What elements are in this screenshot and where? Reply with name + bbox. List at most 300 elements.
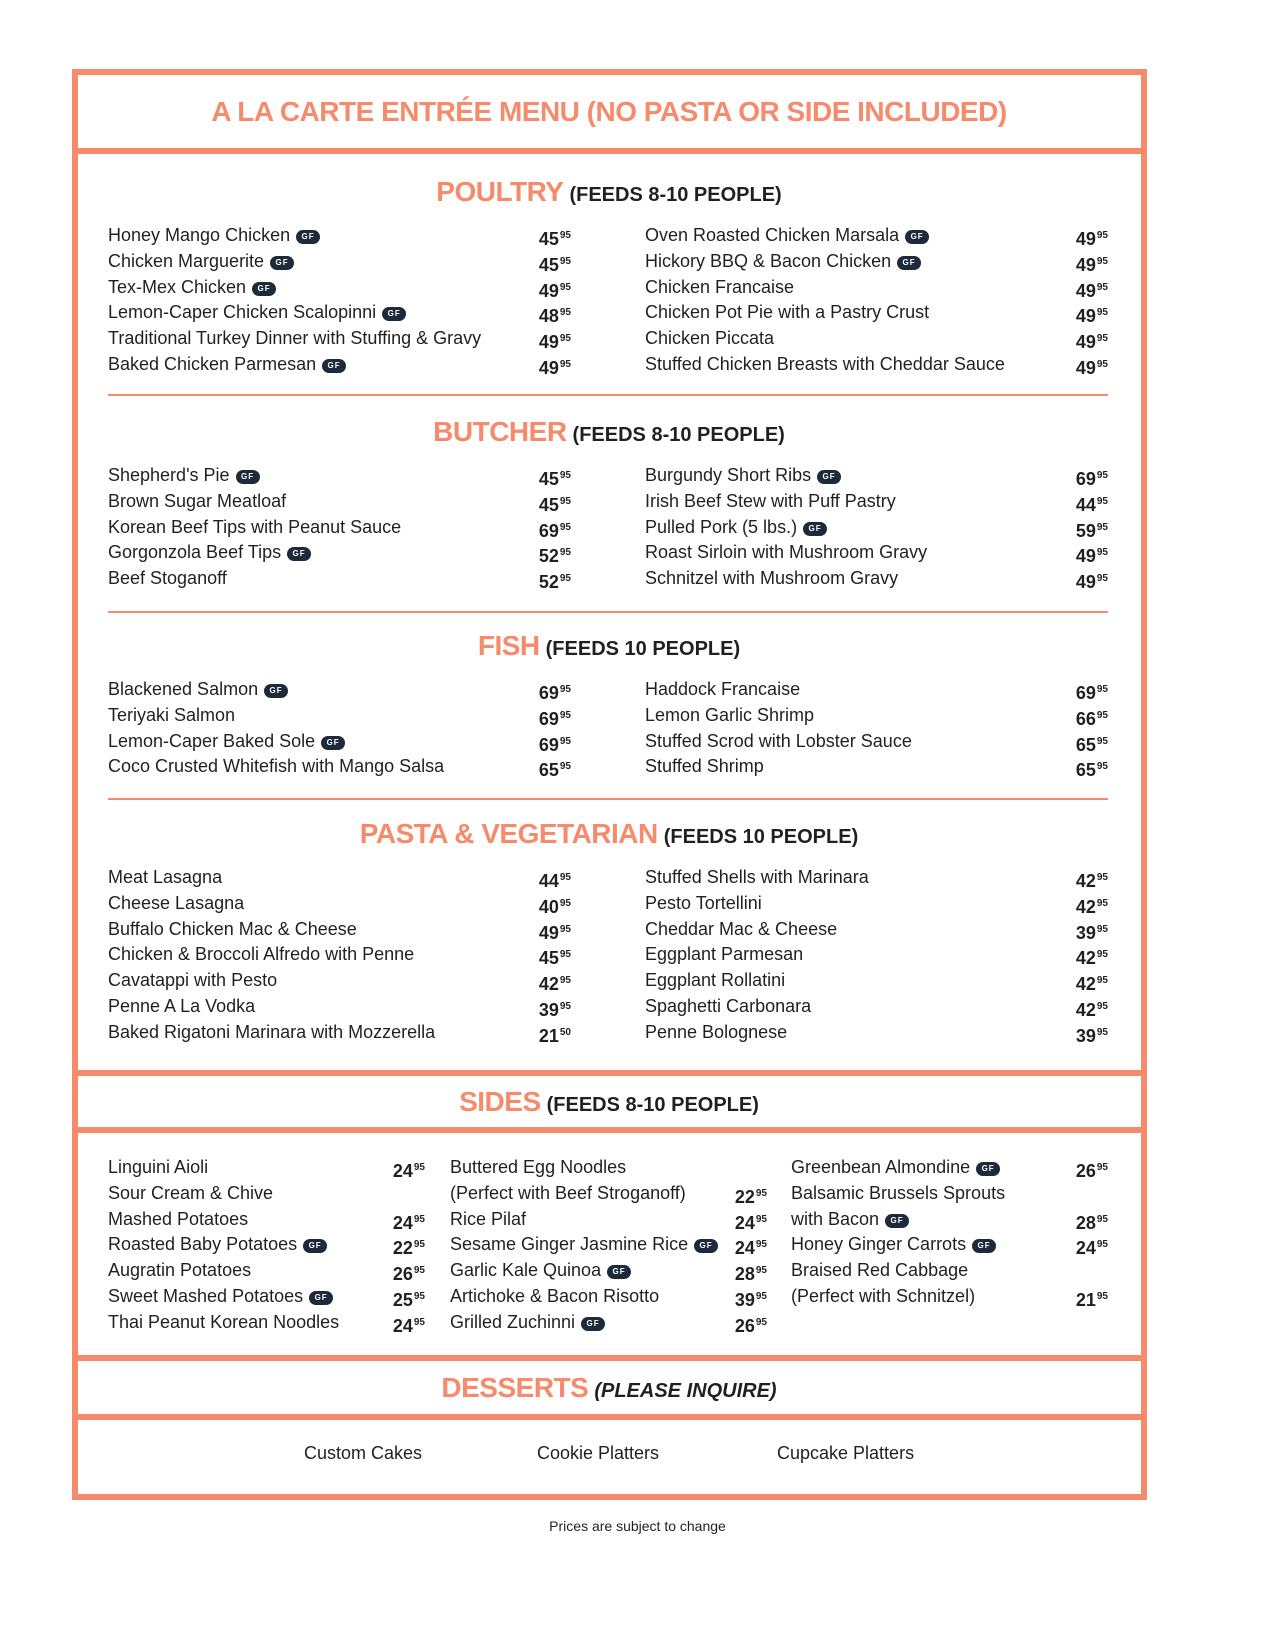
item-name-text: Brown Sugar Meatloaf: [108, 490, 287, 511]
item-name: [108, 917, 357, 943]
menu-item: [450, 1181, 767, 1207]
item-name-text: Honey Ginger Carrots: [791, 1234, 967, 1255]
section-heading: [72, 176, 1146, 208]
section-heading: [72, 818, 1146, 850]
gluten-free-badge-icon: GF: [972, 1239, 996, 1253]
price-cents: 95: [413, 1316, 425, 1328]
section-title: POULTRY: [436, 176, 564, 207]
item-price: [539, 352, 571, 382]
item-name: [108, 1284, 333, 1310]
item-name: [108, 275, 276, 301]
item-name: [645, 917, 837, 943]
item-name-text: (Perfect with Schnitzel): [791, 1285, 976, 1306]
menu-item: [645, 1020, 1108, 1046]
menu-column: [108, 677, 571, 780]
item-price: [393, 1310, 425, 1340]
item-name-text: Chicken & Broccoli Alfredo with Penne: [108, 944, 415, 965]
price-cents: 95: [559, 307, 571, 319]
section-heading: [72, 630, 1146, 662]
item-name-text: Tex-Mex Chicken: [108, 276, 247, 297]
item-name-text: Artichoke & Bacon Risotto: [450, 1285, 660, 1306]
gluten-free-badge-icon: GF: [287, 547, 311, 561]
menu-item: [645, 223, 1108, 249]
item-name: [108, 1155, 208, 1181]
price-cents: 95: [1096, 1162, 1108, 1173]
item-name: [108, 865, 222, 891]
price-dollars: 45: [538, 948, 559, 969]
item-name: [108, 326, 481, 352]
item-price: [1076, 754, 1108, 784]
price-cents: 95: [755, 1316, 767, 1328]
menu-item: [108, 300, 571, 326]
menu-column: [645, 677, 1108, 780]
section-subtitle: (FEEDS 10 PEOPLE): [545, 638, 741, 660]
price-dollars: 65: [1075, 760, 1096, 781]
item-name-text: Augratin Potatoes: [108, 1260, 252, 1281]
gluten-free-badge-icon: GF: [309, 1291, 333, 1305]
item-name-text: Burgundy Short Ribs: [645, 465, 812, 485]
price-cents: 95: [559, 547, 571, 559]
price-dollars: 21: [538, 1025, 559, 1046]
menu-item: [450, 1232, 767, 1258]
item-name: [645, 326, 774, 352]
menu-item: [645, 352, 1108, 378]
item-name: [450, 1232, 718, 1258]
price-dollars: 28: [1075, 1212, 1096, 1233]
item-name: [645, 566, 898, 592]
section-heading: [72, 416, 1146, 448]
price-dollars: 42: [1075, 948, 1096, 969]
item-name-text: Linguini Aioli: [108, 1157, 209, 1177]
menu-item: [645, 677, 1108, 703]
price-dollars: 24: [1075, 1238, 1096, 1259]
menu-item: [645, 249, 1108, 275]
item-name-text: Spaghetti Carbonara: [645, 995, 812, 1016]
menu-item: [108, 1020, 571, 1046]
menu-item: [645, 917, 1108, 943]
item-name: [791, 1284, 975, 1310]
item-name-text: Chicken Piccata: [645, 328, 775, 349]
section-subtitle: (FEEDS 10 PEOPLE): [663, 826, 859, 848]
item-name-text: Stuffed Shrimp: [645, 756, 764, 777]
item-name-text: Cavatappi with Pesto: [108, 970, 278, 991]
menu-title-bar: [72, 96, 1146, 128]
price-dollars: 52: [538, 572, 559, 593]
item-price: [539, 754, 571, 784]
menu-column: [108, 865, 571, 1046]
item-name: [645, 352, 1005, 378]
item-name: [645, 275, 794, 301]
item-name: [645, 968, 785, 994]
item-name: [645, 300, 929, 326]
item-name: [645, 223, 929, 249]
menu-item: [791, 1284, 1108, 1310]
item-name-text: Pesto Tortellini: [645, 892, 762, 913]
menu-item: [108, 703, 571, 729]
price-cents: 95: [1096, 307, 1108, 319]
item-name-text: Gorgonzola Beef Tips: [108, 542, 282, 563]
menu-title: A LA CARTE ENTRÉE MENU (NO PASTA OR SIDE INCLUDED): [211, 96, 1007, 127]
price-cents: 95: [559, 897, 571, 909]
menu-item: [645, 463, 1108, 489]
menu-item: [450, 1258, 767, 1284]
price-dollars: 49: [1075, 332, 1096, 353]
menu-item: [645, 566, 1108, 592]
item-name-text: Chicken Marguerite: [108, 250, 265, 271]
item-name-text: Lemon Garlic Shrimp: [645, 704, 815, 725]
item-name-text: Schnitzel with Mushroom Gravy: [645, 568, 899, 589]
price-cents: 95: [1096, 358, 1108, 370]
gluten-free-badge-icon: GF: [694, 1239, 718, 1253]
price-dollars: 49: [1075, 572, 1096, 593]
price-dollars: 24: [392, 1315, 413, 1336]
price-cents: 95: [413, 1265, 425, 1277]
item-name-text: Honey Mango Chicken: [108, 225, 291, 245]
price-cents: 95: [1096, 1000, 1108, 1012]
price-dollars: 49: [1075, 280, 1096, 301]
divider: [72, 1070, 1146, 1076]
price-cents: 95: [559, 573, 571, 585]
item-name-text: Chicken Pot Pie with a Pastry Crust: [645, 302, 930, 323]
price-dollars: 69: [1075, 683, 1096, 703]
item-name-text: (Perfect with Beef Stroganoff): [450, 1182, 686, 1203]
item-name: [645, 540, 927, 566]
item-name-text: Rice Pilaf: [450, 1208, 527, 1229]
price-cents: 95: [1096, 1239, 1108, 1251]
section-title: BUTCHER: [433, 416, 567, 447]
price-cents: 95: [755, 1265, 767, 1277]
item-name: [108, 1232, 327, 1258]
price-cents: 95: [559, 281, 571, 293]
price-cents: 95: [559, 684, 571, 695]
item-name: [108, 463, 260, 489]
item-name-text: Sweet Mashed Potatoes: [108, 1285, 304, 1306]
item-name: [108, 942, 414, 968]
price-dollars: 49: [538, 357, 559, 378]
menu-item: [645, 891, 1108, 917]
price-cents: 95: [1096, 495, 1108, 507]
price-cents: 95: [559, 709, 571, 721]
price-dollars: 49: [1075, 254, 1096, 275]
price-cents: 95: [1096, 872, 1108, 883]
dessert-item: Custom Cakes: [304, 1443, 423, 1463]
item-name: [108, 223, 320, 249]
price-dollars: 69: [538, 708, 559, 729]
price-cents: 95: [1096, 333, 1108, 345]
menu-column: [108, 223, 571, 378]
price-cents: 95: [413, 1290, 425, 1302]
item-name: [108, 1020, 435, 1046]
item-name: [108, 1207, 248, 1233]
menu-item: [645, 515, 1108, 541]
item-price: [1076, 566, 1108, 596]
price-dollars: 52: [538, 546, 559, 567]
item-name: [645, 515, 827, 541]
divider: [72, 1414, 1146, 1420]
price-cents: 95: [1096, 521, 1108, 533]
price-dollars: 69: [1075, 469, 1096, 489]
item-name-text: Eggplant Rollatini: [645, 970, 786, 991]
price-cents: 95: [1096, 470, 1108, 481]
menu-item: [645, 968, 1108, 994]
menu-item: [108, 489, 571, 515]
gluten-free-badge-icon: GF: [296, 230, 320, 244]
item-name: [108, 729, 345, 755]
section-title: PASTA & VEGETARIAN: [359, 818, 658, 849]
item-price: [539, 1020, 571, 1050]
menu-item: [645, 942, 1108, 968]
item-name-text: Korean Beef Tips with Peanut Sauce: [108, 516, 402, 537]
price-dollars: 24: [734, 1212, 755, 1233]
item-name-text: with Bacon: [791, 1208, 880, 1229]
item-name: [645, 865, 869, 891]
price-cents: 95: [559, 872, 571, 883]
price-dollars: 42: [538, 974, 559, 995]
menu-item: [645, 729, 1108, 755]
menu-item: [108, 1310, 425, 1336]
footer-note: Prices are subject to change: [549, 1518, 726, 1534]
item-name-text: Stuffed Chicken Breasts with Cheddar Sauce: [645, 353, 1005, 374]
price-cents: 95: [1096, 1026, 1108, 1038]
price-dollars: 40: [538, 896, 559, 917]
menu-item: [108, 891, 571, 917]
menu-item: [108, 968, 571, 994]
gluten-free-badge-icon: GF: [252, 282, 276, 296]
price-cents: 95: [1096, 573, 1108, 585]
price-dollars: 26: [734, 1315, 755, 1336]
price-dollars: 45: [538, 469, 559, 489]
section-subtitle: (FEEDS 8-10 PEOPLE): [569, 184, 782, 206]
gluten-free-badge-icon: GF: [607, 1265, 631, 1279]
item-name-text: Baked Rigatoni Marinara with Mozzerella: [108, 1021, 436, 1042]
section-divider: [108, 798, 1108, 800]
gluten-free-badge-icon: GF: [905, 230, 929, 244]
menu-column: [108, 463, 571, 592]
price-dollars: 69: [538, 683, 559, 703]
price-cents: 95: [1096, 897, 1108, 909]
menu-item: [108, 917, 571, 943]
item-name: [108, 249, 294, 275]
price-cents: 95: [559, 761, 571, 773]
price-dollars: 39: [1075, 922, 1096, 943]
dessert-item: Cupcake Platters: [777, 1443, 915, 1463]
price-dollars: 49: [1075, 357, 1096, 378]
menu-item: [645, 703, 1108, 729]
item-name: [645, 489, 896, 515]
price-cents: 95: [1096, 923, 1108, 935]
menu-item: [450, 1155, 767, 1181]
price-dollars: 22: [734, 1186, 755, 1207]
sides-heading: [72, 1086, 1146, 1118]
item-name: [645, 891, 762, 917]
desserts-title: DESSERTS: [441, 1372, 589, 1403]
menu-item: [645, 865, 1108, 891]
price-cents: 95: [1096, 281, 1108, 293]
menu-item: [108, 865, 571, 891]
item-name-text: Balsamic Brussels Sprouts: [791, 1182, 1006, 1203]
item-name-text: Baked Chicken Parmesan: [108, 353, 317, 374]
price-dollars: 26: [1075, 1161, 1096, 1181]
menu-item: [108, 566, 571, 592]
price-cents: 95: [1096, 709, 1108, 721]
item-price: [735, 1310, 767, 1340]
item-name: [791, 1232, 996, 1258]
item-name: [450, 1258, 631, 1284]
price-cents: 95: [1096, 230, 1108, 241]
menu-item: [645, 326, 1108, 352]
price-dollars: 42: [1075, 896, 1096, 917]
item-name-text: Lemon-Caper Chicken Scalopinni: [108, 302, 377, 323]
desserts-heading: [72, 1372, 1146, 1404]
gluten-free-badge-icon: GF: [897, 256, 921, 270]
menu-item: [108, 515, 571, 541]
item-name: [645, 729, 912, 755]
item-name: [645, 463, 841, 489]
price-dollars: 49: [1075, 229, 1096, 249]
item-name-text: Roasted Baby Potatoes: [108, 1234, 298, 1255]
menu-item: [108, 1284, 425, 1310]
item-name-text: Cheddar Mac & Cheese: [645, 918, 838, 939]
item-name: [450, 1181, 686, 1207]
gluten-free-badge-icon: GF: [322, 359, 346, 373]
gluten-free-badge-icon: GF: [817, 470, 841, 484]
price-dollars: 24: [392, 1161, 413, 1181]
item-name-text: Roast Sirloin with Mushroom Gravy: [645, 542, 928, 563]
section-subtitle: (FEEDS 8-10 PEOPLE): [572, 424, 785, 446]
menu-item: [108, 1232, 425, 1258]
item-name-text: Sesame Ginger Jasmine Rice: [450, 1234, 689, 1255]
price-dollars: 44: [1075, 494, 1096, 515]
item-name: [645, 994, 811, 1020]
gluten-free-badge-icon: GF: [321, 736, 345, 750]
price-dollars: 49: [1075, 306, 1096, 327]
price-cents: 95: [559, 230, 571, 241]
item-name-text: Eggplant Parmesan: [645, 944, 804, 965]
menu-item: [645, 754, 1108, 780]
item-name: [108, 677, 288, 703]
menu-item: [108, 352, 571, 378]
menu-item: [450, 1207, 767, 1233]
item-name-text: Thai Peanut Korean Noodles: [108, 1311, 340, 1332]
menu-item: [108, 463, 571, 489]
item-name: [108, 703, 235, 729]
menu-item: [791, 1232, 1108, 1258]
price-cents: 95: [413, 1213, 425, 1225]
menu-item: [791, 1181, 1108, 1207]
menu-item: [108, 1155, 425, 1181]
price-cents: 95: [559, 255, 571, 267]
price-dollars: 69: [538, 520, 559, 541]
item-name: [108, 300, 406, 326]
item-name-text: Beef Stoganoff: [108, 568, 227, 589]
item-name: [450, 1310, 605, 1336]
item-name: [108, 566, 227, 592]
item-name: [645, 677, 800, 703]
item-name-text: Haddock Francaise: [645, 679, 801, 699]
menu-column: [645, 223, 1108, 378]
menu-item: [108, 326, 571, 352]
price-dollars: 48: [538, 306, 559, 327]
price-dollars: 24: [392, 1212, 413, 1233]
item-name: [791, 1258, 968, 1284]
divider: [72, 1355, 1146, 1361]
item-name-text: Traditional Turkey Dinner with Stuffing & Gravy: [108, 328, 482, 349]
menu-column: [791, 1155, 1108, 1310]
menu-item: [791, 1207, 1108, 1233]
price-dollars: 69: [538, 734, 559, 755]
price-cents: 95: [559, 923, 571, 935]
price-dollars: 45: [538, 494, 559, 515]
menu-item: [108, 1207, 425, 1233]
item-name-text: Stuffed Shells with Marinara: [645, 867, 869, 887]
menu-item: [108, 729, 571, 755]
price-dollars: 25: [392, 1289, 413, 1310]
menu-column: [450, 1155, 767, 1336]
section-divider: [108, 611, 1108, 613]
price-cents: 95: [1096, 761, 1108, 773]
item-name-text: Buttered Egg Noodles: [450, 1157, 627, 1177]
item-name: [108, 891, 244, 917]
item-name: [108, 1310, 339, 1336]
item-name: [108, 754, 444, 780]
price-cents: 95: [1096, 1290, 1108, 1302]
price-dollars: 42: [1075, 871, 1096, 891]
item-name-text: Garlic Kale Quinoa: [450, 1260, 602, 1281]
price-cents: 95: [559, 949, 571, 961]
menu-item: [108, 677, 571, 703]
menu-item: [645, 300, 1108, 326]
price-dollars: 49: [538, 332, 559, 353]
price-dollars: 66: [1075, 708, 1096, 729]
item-name: [108, 1258, 251, 1284]
price-dollars: 49: [1075, 546, 1096, 567]
item-name: [450, 1155, 626, 1181]
menu-item: [108, 1181, 425, 1207]
item-name: [108, 489, 286, 515]
menu-item: [108, 540, 571, 566]
item-name-text: Braised Red Cabbage: [791, 1260, 969, 1281]
menu-item: [108, 1258, 425, 1284]
item-name-text: Greenbean Almondine: [791, 1157, 971, 1177]
price-dollars: 49: [538, 922, 559, 943]
price-dollars: 44: [538, 871, 559, 891]
gluten-free-badge-icon: GF: [264, 684, 288, 698]
price-dollars: 45: [538, 229, 559, 249]
item-name-text: Stuffed Scrod with Lobster Sauce: [645, 730, 912, 751]
item-name-text: Blackened Salmon: [108, 679, 259, 699]
item-price: [1076, 352, 1108, 382]
price-cents: 95: [1096, 684, 1108, 695]
gluten-free-badge-icon: GF: [270, 256, 294, 270]
item-name: [108, 352, 346, 378]
price-dollars: 24: [734, 1238, 755, 1259]
menu-item: [645, 540, 1108, 566]
item-name-text: Penne Bolognese: [645, 1021, 788, 1042]
item-name: [791, 1155, 1000, 1181]
divider: [72, 1127, 1146, 1133]
item-name: [450, 1207, 526, 1233]
price-dollars: 39: [1075, 1025, 1096, 1046]
price-dollars: 65: [538, 760, 559, 781]
menu-item: [791, 1155, 1108, 1181]
price-dollars: 26: [392, 1264, 413, 1285]
price-cents: 95: [1096, 949, 1108, 961]
item-name-text: Meat Lasagna: [108, 867, 223, 887]
price-dollars: 42: [1075, 999, 1096, 1020]
menu-item: [108, 275, 571, 301]
price-dollars: 21: [1075, 1289, 1096, 1310]
price-cents: 95: [755, 1213, 767, 1225]
